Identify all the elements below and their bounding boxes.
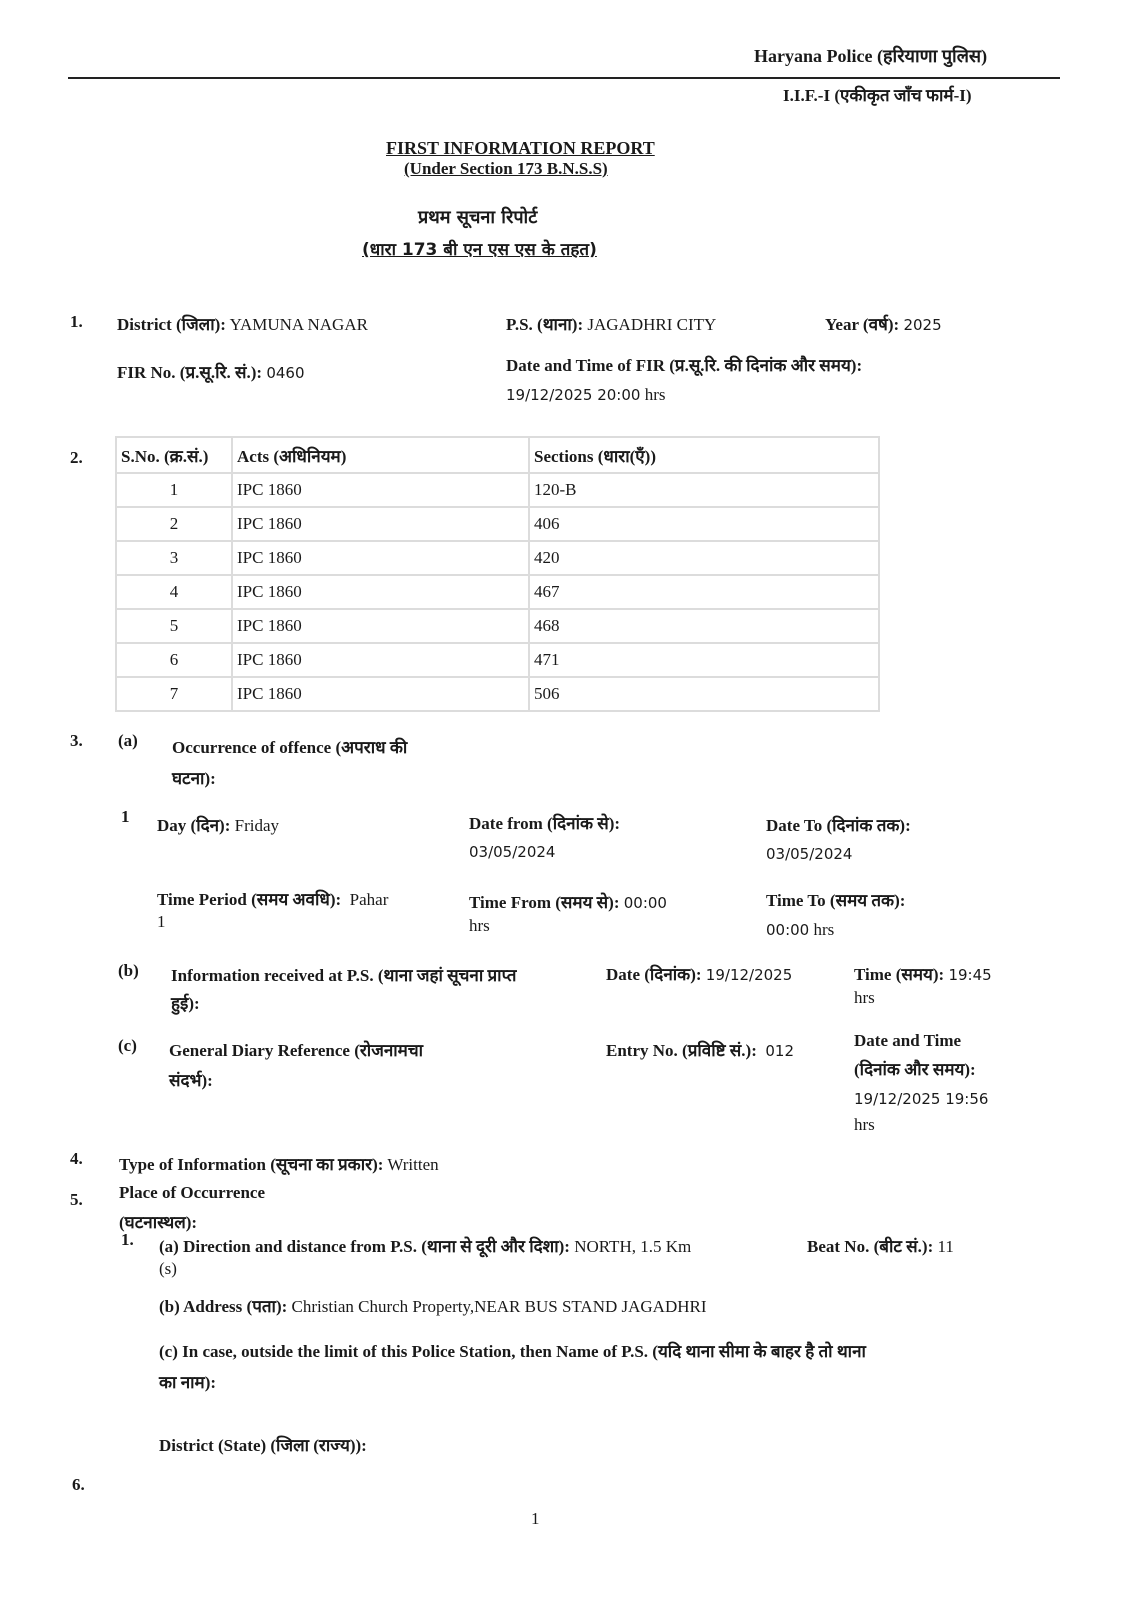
info-received-date-field — [606, 962, 792, 985]
time-from-label: Time From (समय से): — [469, 893, 620, 912]
entry-number-field — [606, 1038, 794, 1061]
info-received-time-value: 19:45 — [948, 966, 992, 984]
occurrence-label-line2: घटना): — [172, 769, 216, 788]
day-field — [157, 813, 279, 836]
gd-datetime-value: 19/12/2025 19:56 — [854, 1090, 989, 1108]
direction-distance-suffix: (s) — [159, 1259, 177, 1278]
cell-act: IPC 1860 — [232, 507, 529, 541]
cell-act: IPC 1860 — [232, 643, 529, 677]
cell-sno: 4 — [116, 575, 232, 609]
info-received-time-field — [854, 962, 992, 985]
date-to-value: 03/05/2024 — [766, 845, 853, 863]
place-item-number: 1. — [121, 1230, 134, 1249]
title-en: FIRST INFORMATION REPORT — [386, 138, 655, 158]
info-type-value: Written — [387, 1155, 439, 1174]
address-value: Christian Church Property,NEAR BUS STAND JAGADHRI — [291, 1297, 707, 1316]
gd-reference-label-line2: संदर्भ): — [169, 1071, 213, 1090]
date-from-value: 03/05/2024 — [469, 843, 556, 861]
title-hi: प्रथम सूचना रिपोर्ट — [418, 207, 538, 228]
district-value: YAMUNA NAGAR — [229, 315, 368, 334]
occurrence-item-number: 1 — [121, 807, 130, 826]
address-label: (b) Address (पता): — [159, 1297, 288, 1316]
info-received-label-line2: हुई): — [171, 994, 200, 1013]
time-to-field — [766, 920, 834, 940]
outside-ps-label-line2: का नाम): — [159, 1373, 217, 1392]
place-label-line1: Place of Occurrence — [119, 1183, 266, 1202]
info-received-date-value: 19/12/2025 — [705, 966, 793, 984]
section-3-number: 3. — [70, 731, 83, 750]
day-value: Friday — [234, 816, 280, 835]
district-state-label: District (State) (जिला (राज्य)): — [159, 1436, 367, 1455]
info-received-time-unit: hrs — [854, 988, 875, 1007]
info-received-time-label: Time (समय): — [854, 965, 945, 984]
occurrence-label-line1: Occurrence of offence (अपराध की — [172, 738, 408, 757]
fir-number-value: 0460 — [266, 364, 305, 382]
day-label: Day (दिन): — [157, 816, 231, 835]
info-type-label: Type of Information (सूचना का प्रकार): — [119, 1155, 384, 1174]
direction-distance-value: NORTH, 1.5 Km — [574, 1237, 692, 1256]
section-1-number: 1. — [70, 312, 83, 331]
header-divider — [68, 77, 1060, 79]
gd-datetime-label-line1: Date and Time — [854, 1031, 962, 1050]
section-3b-tag: (b) — [118, 961, 139, 980]
time-to-label: Time To (समय तक): — [766, 891, 906, 910]
district-field — [117, 312, 368, 335]
beat-number-label: Beat No. (बीट सं.): — [807, 1237, 934, 1256]
year-field — [825, 312, 942, 335]
fir-number-field — [117, 360, 305, 383]
table-row — [116, 507, 879, 541]
beat-number-value: 11 — [937, 1237, 954, 1256]
cell-sno: 2 — [116, 507, 232, 541]
direction-distance-field — [159, 1234, 691, 1257]
column-header-sno: S.No. (क्र.सं.) — [116, 437, 232, 473]
date-to-label: Date To (दिनांक तक): — [766, 816, 911, 835]
outside-ps-label-line1: (c) In case, outside the limit of this Police Station, then Name of P.S. (यदि थाना सीमा के बाहर है तो थाना — [159, 1342, 866, 1361]
cell-section: 420 — [529, 541, 879, 575]
table-row — [116, 643, 879, 677]
cell-act: IPC 1860 — [232, 575, 529, 609]
police-station-field — [506, 312, 716, 335]
table-row — [116, 473, 879, 507]
cell-act: IPC 1860 — [232, 541, 529, 575]
header-form-name: I.I.F.-I (एकीकृत जाँच फार्म-I) — [783, 86, 972, 105]
gd-datetime-label-line2: (दिनांक और समय): — [854, 1060, 976, 1079]
cell-sno: 3 — [116, 541, 232, 575]
acts-sections-table — [115, 436, 880, 712]
fir-datetime-label: Date and Time of FIR (प्र.सू.रि. की दिनांक और समय): — [506, 356, 863, 375]
entry-number-value: 012 — [765, 1042, 795, 1060]
gd-reference-label-line1: General Diary Reference (रोजनामचा — [169, 1041, 424, 1060]
direction-distance-label: (a) Direction and distance from P.S. (थाना से दूरी और दिशा): — [159, 1237, 570, 1256]
table-header-row — [116, 437, 879, 473]
section-2-number: 2. — [70, 448, 83, 467]
time-from-field — [469, 890, 667, 913]
time-from-value: 00:00 — [623, 894, 667, 912]
section-4-number: 4. — [70, 1149, 83, 1168]
page-number: 1 — [531, 1509, 540, 1528]
ps-value: JAGADHRI CITY — [587, 315, 717, 334]
entry-number-label: Entry No. (प्रविष्टि सं.): — [606, 1041, 757, 1060]
time-period-value-cont: 1 — [157, 912, 166, 931]
cell-act: IPC 1860 — [232, 609, 529, 643]
cell-section: 120-B — [529, 473, 879, 507]
section-3a-tag: (a) — [118, 731, 138, 750]
time-period-label: Time Period (समय अवधि): — [157, 890, 342, 909]
cell-section: 467 — [529, 575, 879, 609]
cell-section: 468 — [529, 609, 879, 643]
gd-datetime-unit: hrs — [854, 1115, 875, 1134]
table-row — [116, 575, 879, 609]
cell-section: 471 — [529, 643, 879, 677]
time-period-field — [157, 887, 388, 910]
table-row — [116, 609, 879, 643]
cell-section: 406 — [529, 507, 879, 541]
fir-datetime-field — [506, 385, 665, 405]
subtitle-hi: (धारा 173 बी एन एस एस के तहत) — [362, 240, 597, 260]
fir-datetime-value: 19/12/2025 20:00 — [506, 386, 641, 404]
subtitle-en: (Under Section 173 B.N.S.S) — [404, 159, 608, 178]
cell-sno: 7 — [116, 677, 232, 711]
year-value: 2025 — [903, 316, 942, 334]
year-label: Year (वर्ष): — [825, 315, 900, 334]
cell-sno: 6 — [116, 643, 232, 677]
info-type-field — [119, 1152, 439, 1175]
fir-number-label: FIR No. (प्र.सू.रि. सं.): — [117, 363, 263, 382]
date-from-label: Date from (दिनांक से): — [469, 814, 621, 833]
section-6-number: 6. — [72, 1475, 85, 1494]
fir-datetime-unit: hrs — [644, 385, 666, 404]
cell-section: 506 — [529, 677, 879, 711]
table-row — [116, 677, 879, 711]
cell-act: IPC 1860 — [232, 677, 529, 711]
column-header-acts: Acts (अधिनियम) — [232, 437, 529, 473]
section-3c-tag: (c) — [118, 1036, 137, 1055]
time-period-value: Pahar — [349, 890, 389, 909]
table-row — [116, 541, 879, 575]
beat-number-field — [807, 1234, 954, 1257]
time-to-unit: hrs — [813, 920, 835, 939]
info-received-label-line1: Information received at P.S. (थाना जहां सूचना प्राप्त — [171, 966, 517, 985]
info-received-date-label: Date (दिनांक): — [606, 965, 702, 984]
column-header-sections: Sections (धारा(एँ)) — [529, 437, 879, 473]
section-5-number: 5. — [70, 1190, 83, 1209]
cell-sno: 5 — [116, 609, 232, 643]
time-from-unit: hrs — [469, 916, 490, 935]
ps-label: P.S. (थाना): — [506, 315, 584, 334]
address-field — [159, 1294, 707, 1317]
place-label-line2: (घटनास्थल): — [119, 1213, 198, 1232]
header-org: Haryana Police (हरियाणा पुलिस) — [754, 46, 988, 66]
time-to-value: 00:00 — [766, 921, 810, 939]
cell-sno: 1 — [116, 473, 232, 507]
cell-act: IPC 1860 — [232, 473, 529, 507]
district-label: District (जिला): — [117, 315, 226, 334]
